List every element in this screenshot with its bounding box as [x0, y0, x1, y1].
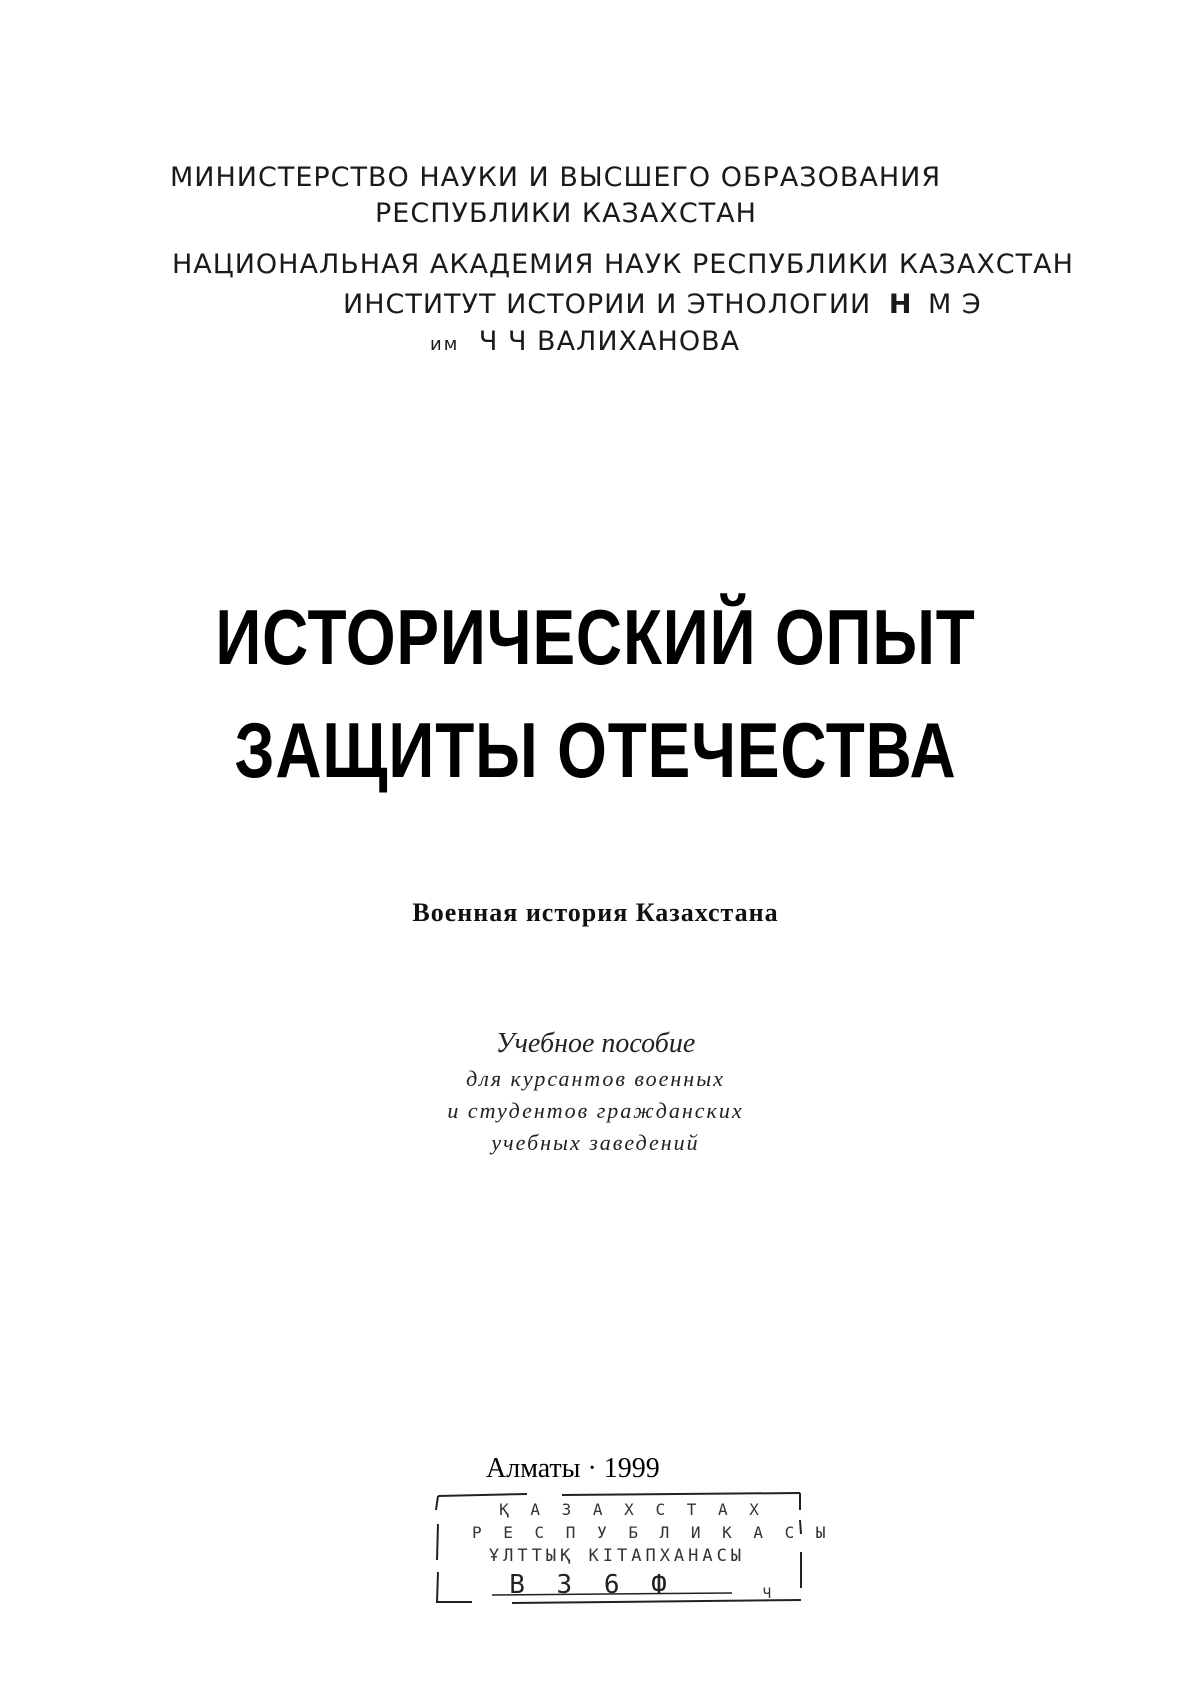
academy-line: НАЦИОНАЛЬНАЯ АКАДЕМИЯ НАУК РЕСПУБЛИКИ КАЗАХСТАН: [172, 249, 1074, 280]
description-line-1: Учебное пособие: [495, 1028, 696, 1059]
named-prefix: им: [430, 334, 460, 355]
ministry-line-1: МИНИСТЕРСТВО НАУКИ И ВЫСШЕГО ОБРАЗОВАНИЯ: [170, 162, 942, 193]
description-line-4: учебных заведений: [491, 1130, 700, 1155]
library-stamp: [432, 1490, 832, 1610]
book-subtitle: Военная история Казахстана: [412, 898, 779, 927]
institute-abbr-2: М Э: [928, 289, 982, 320]
stamp-line-5: Ч: [762, 1586, 772, 1602]
description-line-2: для курсантов военных: [466, 1066, 725, 1091]
stamp-line-2: Р Е С П У Б Л И К А С Ы: [472, 1523, 832, 1542]
description-line-3: и студентов гражданских: [447, 1098, 744, 1123]
institute-name: ИНСТИТУТ ИСТОРИИ И ЭТНОЛОГИИ: [343, 289, 872, 320]
book-title-line-1: ИСТОРИЧЕСКИЙ ОПЫТ: [215, 593, 976, 681]
book-title-line-2: ЗАЩИТЫ ОТЕЧЕСТВА: [234, 706, 957, 794]
stamp-line-1: Қ А З А Х С Т А Х: [499, 1500, 765, 1519]
stamp-line-4: В 3 6 Ф: [509, 1570, 675, 1600]
named-after: Ч Ч ВАЛИХАНОВА: [478, 326, 741, 357]
imprint: Алматы · 1999: [486, 1453, 660, 1484]
stamp-line-3: ҰЛТТЫҚ КІТАПХАНАСЫ: [488, 1546, 746, 1566]
institute-line: [343, 289, 982, 320]
named-after-line: [430, 326, 740, 357]
institute-abbr: Н: [888, 289, 913, 320]
ministry-line-2: РЕСПУБЛИКИ КАЗАХСТАН: [375, 198, 757, 229]
